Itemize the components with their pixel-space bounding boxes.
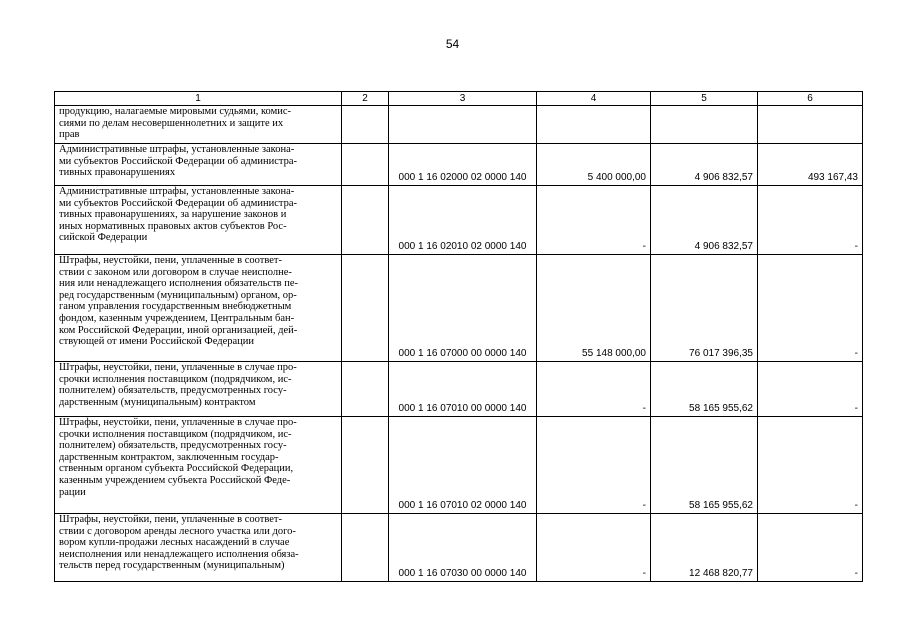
description-line: полнителем) обязательств, предусмотренных госу- [59, 385, 287, 397]
row-budget-code: 000 1 16 07000 00 0000 140 [389, 255, 537, 362]
column-header-1: 1 [55, 92, 342, 106]
description-line: ми субъектов Российской Федерации об администра- [59, 155, 298, 167]
table-row [55, 106, 863, 144]
description-line: Штрафы, неустойки, пени, уплаченные в соответ- [59, 514, 283, 525]
description-line: тивных правонарушениях, за нарушение законов и [59, 209, 287, 221]
description-line: ствии с договором аренды лесного участка или дого- [59, 525, 296, 537]
row-executed-amount [651, 106, 758, 144]
row-planned-amount: 55 148 000,00 [537, 255, 651, 362]
column-header-5: 5 [651, 92, 758, 106]
row-planned-amount: 5 400 000,00 [537, 144, 651, 186]
description-line: Административные штрафы, установленные закона- [59, 186, 295, 197]
page-number: 54 [445, 37, 460, 51]
row-remaining-amount: - [758, 186, 863, 255]
description-line: тивных правонарушениях [59, 167, 176, 179]
description-line: ствующей от имени Российской Федерации [59, 336, 255, 348]
row-col2 [342, 255, 389, 362]
row-executed-amount: 76 017 396,35 [651, 255, 758, 362]
description-line: казенным учреждением субъекта Российской Феде- [59, 474, 291, 486]
row-col2 [342, 144, 389, 186]
row-col2 [342, 417, 389, 514]
description-line: Штрафы, неустойки, пени, уплаченные в соответ- [59, 255, 283, 266]
row-remaining-amount: - [758, 255, 863, 362]
row-executed-amount: 4 906 832,57 [651, 186, 758, 255]
row-col2 [342, 362, 389, 417]
description-line: дарственным (муниципальным) контрактом [59, 396, 256, 408]
column-header-6: 6 [758, 92, 863, 106]
description-line: продукцию, налагаемые мировыми судьями, комис- [59, 106, 292, 117]
description-line: Административные штрафы, установленные закона- [59, 144, 295, 155]
description-line: срочки исполнения поставщиком (подрядчиком, ис- [59, 428, 292, 440]
row-col2 [342, 106, 389, 144]
budget-table [54, 91, 863, 582]
description-line: дарственным контрактом, заключенным государ- [59, 451, 279, 463]
row-planned-amount: - [537, 362, 651, 417]
description-line: сиями по делам несовершеннолетних и защите их [59, 117, 284, 129]
header-row [55, 92, 863, 106]
description-line: срочки исполнения поставщиком (подрядчиком, ис- [59, 373, 292, 385]
column-header-2: 2 [342, 92, 389, 106]
description-line: иных нормативных правовых актов субъектов Рос- [59, 220, 287, 232]
row-budget-code: 000 1 16 02010 02 0000 140 [389, 186, 537, 255]
description-line: рации [59, 486, 86, 498]
row-executed-amount: 4 906 832,57 [651, 144, 758, 186]
description-line: ствии с законом или договором в случае неисполне- [59, 266, 292, 278]
description-line: ред государственным (муниципальным) органом, ор- [59, 289, 297, 301]
table-row [55, 514, 863, 582]
row-remaining-amount: 493 167,43 [758, 144, 863, 186]
row-planned-amount: - [537, 417, 651, 514]
row-remaining-amount: - [758, 514, 863, 582]
description-line: ственным органом субъекта Российской Федерации, [59, 463, 294, 475]
row-budget-code: 000 1 16 07010 02 0000 140 [389, 417, 537, 514]
table-row [55, 417, 863, 514]
table-row [55, 144, 863, 186]
row-remaining-amount: - [758, 362, 863, 417]
column-header-3: 3 [389, 92, 537, 106]
row-description [55, 255, 342, 362]
description-line: ком Российской Федерации, иной организацией, дей- [59, 324, 298, 336]
description-line: вором купли-продажи лесных насаждений в случае [59, 537, 290, 549]
row-executed-amount: 12 468 820,77 [651, 514, 758, 582]
row-budget-code: 000 1 16 07030 00 0000 140 [389, 514, 537, 582]
row-col2 [342, 186, 389, 255]
row-executed-amount: 58 165 955,62 [651, 362, 758, 417]
row-budget-code [389, 106, 537, 144]
table-row [55, 255, 863, 362]
row-remaining-amount: - [758, 417, 863, 514]
description-line: прав [59, 129, 80, 141]
row-planned-amount [537, 106, 651, 144]
description-line: сийской Федерации [59, 232, 148, 244]
row-description [55, 417, 342, 514]
row-description [55, 106, 342, 144]
description-line: Штрафы, неустойки, пени, уплаченные в случае про- [59, 417, 297, 428]
row-planned-amount: - [537, 186, 651, 255]
row-description [55, 186, 342, 255]
description-line: ганом управления государственным внебюджетным [59, 301, 292, 313]
table-row [55, 362, 863, 417]
table-row [55, 186, 863, 255]
row-description [55, 144, 342, 186]
row-col2 [342, 514, 389, 582]
description-line: неисполнения или ненадлежащего исполнения обяза- [59, 548, 299, 560]
description-line: ния или ненадлежащего исполнения обязательств пе- [59, 278, 298, 290]
column-header-4: 4 [537, 92, 651, 106]
description-line: ми субъектов Российской Федерации об администра- [59, 197, 298, 209]
description-line: фондом, казенным учреждением, Центральным бан- [59, 312, 295, 324]
row-budget-code: 000 1 16 02000 02 0000 140 [389, 144, 537, 186]
description-line: Штрафы, неустойки, пени, уплаченные в случае про- [59, 362, 297, 373]
row-remaining-amount [758, 106, 863, 144]
row-description [55, 362, 342, 417]
description-line: полнителем) обязательств, предусмотренных госу- [59, 440, 287, 452]
row-description [55, 514, 342, 582]
description-line: тельств перед государственным (муниципальным) [59, 560, 285, 572]
row-planned-amount: - [537, 514, 651, 582]
row-executed-amount: 58 165 955,62 [651, 417, 758, 514]
row-budget-code: 000 1 16 07010 00 0000 140 [389, 362, 537, 417]
